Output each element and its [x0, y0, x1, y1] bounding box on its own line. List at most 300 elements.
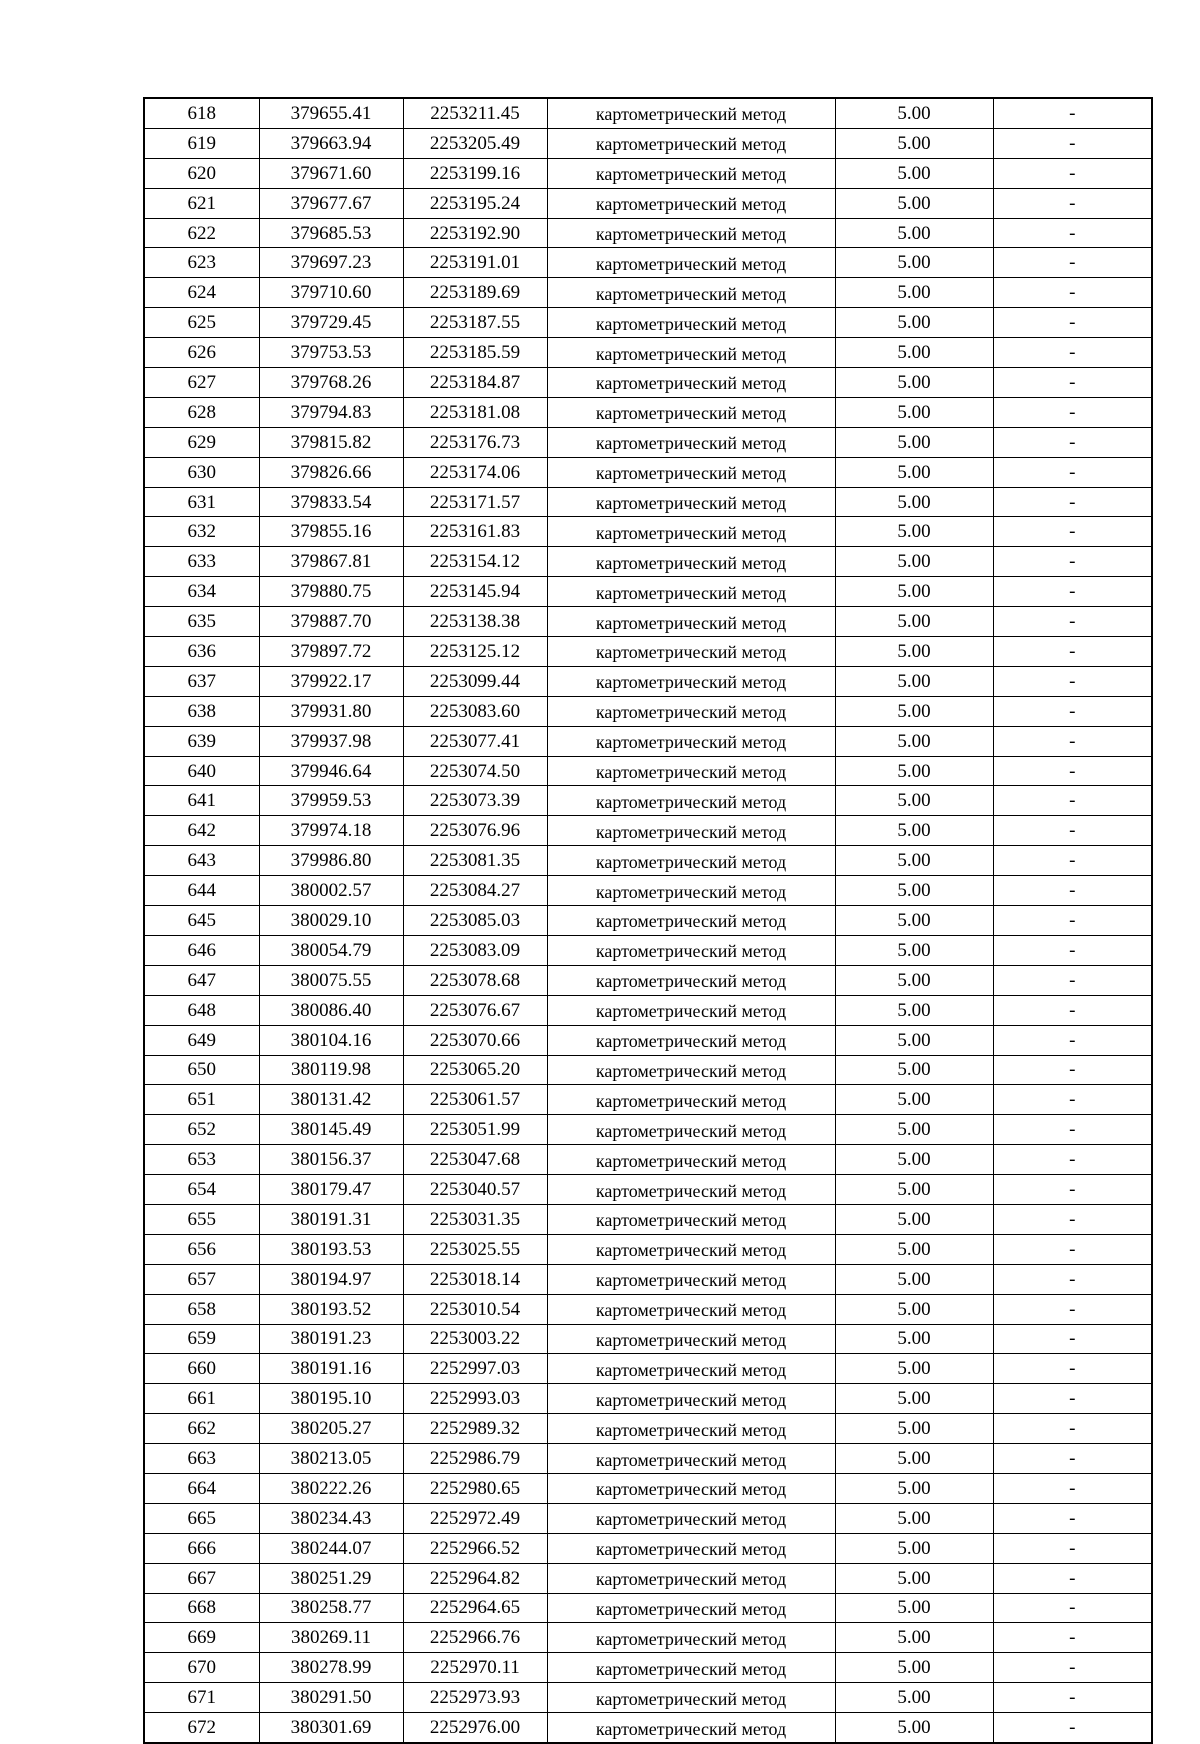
point-number-cell: 654: [144, 1175, 259, 1205]
table-row: [144, 427, 1152, 457]
method-cell: картометрический метод: [547, 487, 835, 517]
point-number-cell: 655: [144, 1204, 259, 1234]
x-coordinate-cell: 380119.98: [259, 1055, 403, 1085]
x-coordinate-cell: 380029.10: [259, 906, 403, 936]
x-coordinate-cell: 379897.72: [259, 637, 403, 667]
x-coordinate-cell: 380191.16: [259, 1354, 403, 1384]
method-cell: картометрический метод: [547, 1444, 835, 1474]
table-row: [144, 1145, 1152, 1175]
description-cell: -: [993, 158, 1152, 188]
point-number-cell: 663: [144, 1444, 259, 1474]
description-cell: -: [993, 278, 1152, 308]
method-cell: картометрический метод: [547, 1175, 835, 1205]
accuracy-cell: 5.00: [835, 1115, 993, 1145]
method-cell: картометрический метод: [547, 427, 835, 457]
y-coordinate-cell: 2253211.45: [403, 98, 547, 128]
table-row: [144, 1055, 1152, 1085]
x-coordinate-cell: 380086.40: [259, 995, 403, 1025]
y-coordinate-cell: 2253205.49: [403, 128, 547, 158]
y-coordinate-cell: 2253192.90: [403, 218, 547, 248]
accuracy-cell: 5.00: [835, 128, 993, 158]
point-number-cell: 622: [144, 218, 259, 248]
y-coordinate-cell: 2253085.03: [403, 906, 547, 936]
y-coordinate-cell: 2253161.83: [403, 517, 547, 547]
method-cell: картометрический метод: [547, 965, 835, 995]
x-coordinate-cell: 379880.75: [259, 577, 403, 607]
x-coordinate-cell: 379833.54: [259, 487, 403, 517]
description-cell: -: [993, 427, 1152, 457]
description-cell: -: [993, 128, 1152, 158]
description-cell: -: [993, 1563, 1152, 1593]
description-cell: -: [993, 457, 1152, 487]
table-row: [144, 1593, 1152, 1623]
point-number-cell: 672: [144, 1713, 259, 1743]
x-coordinate-cell: 380002.57: [259, 876, 403, 906]
point-number-cell: 662: [144, 1414, 259, 1444]
accuracy-cell: 5.00: [835, 1324, 993, 1354]
y-coordinate-cell: 2253047.68: [403, 1145, 547, 1175]
y-coordinate-cell: 2253051.99: [403, 1115, 547, 1145]
description-cell: -: [993, 308, 1152, 338]
point-number-cell: 646: [144, 935, 259, 965]
x-coordinate-cell: 379826.66: [259, 457, 403, 487]
point-number-cell: 667: [144, 1563, 259, 1593]
method-cell: картометрический метод: [547, 218, 835, 248]
point-number-cell: 632: [144, 517, 259, 547]
description-cell: -: [993, 935, 1152, 965]
point-number-cell: 637: [144, 666, 259, 696]
point-number-cell: 631: [144, 487, 259, 517]
description-cell: -: [993, 98, 1152, 128]
y-coordinate-cell: 2252964.65: [403, 1593, 547, 1623]
method-cell: картометрический метод: [547, 577, 835, 607]
x-coordinate-cell: 380213.05: [259, 1444, 403, 1474]
method-cell: картометрический метод: [547, 547, 835, 577]
x-coordinate-cell: 380278.99: [259, 1653, 403, 1683]
x-coordinate-cell: 379729.45: [259, 308, 403, 338]
accuracy-cell: 5.00: [835, 846, 993, 876]
description-cell: -: [993, 1653, 1152, 1683]
table-row: [144, 846, 1152, 876]
method-cell: картометрический метод: [547, 1025, 835, 1055]
method-cell: картометрический метод: [547, 1414, 835, 1444]
description-cell: -: [993, 1384, 1152, 1414]
point-number-cell: 641: [144, 786, 259, 816]
accuracy-cell: 5.00: [835, 1145, 993, 1175]
method-cell: картометрический метод: [547, 1145, 835, 1175]
point-number-cell: 621: [144, 188, 259, 218]
table-row: [144, 1563, 1152, 1593]
table-row: [144, 278, 1152, 308]
method-cell: картометрический метод: [547, 338, 835, 368]
accuracy-cell: 5.00: [835, 278, 993, 308]
description-cell: -: [993, 906, 1152, 936]
description-cell: -: [993, 547, 1152, 577]
description-cell: -: [993, 1294, 1152, 1324]
accuracy-cell: 5.00: [835, 995, 993, 1025]
table-row: [144, 1115, 1152, 1145]
method-cell: картометрический метод: [547, 935, 835, 965]
description-cell: -: [993, 726, 1152, 756]
coordinates-table-body: [144, 98, 1152, 1743]
table-row: [144, 786, 1152, 816]
description-cell: -: [993, 517, 1152, 547]
description-cell: -: [993, 995, 1152, 1025]
x-coordinate-cell: 379794.83: [259, 397, 403, 427]
y-coordinate-cell: 2253070.66: [403, 1025, 547, 1055]
accuracy-cell: 5.00: [835, 1294, 993, 1324]
point-number-cell: 643: [144, 846, 259, 876]
point-number-cell: 628: [144, 397, 259, 427]
table-row: [144, 666, 1152, 696]
x-coordinate-cell: 380131.42: [259, 1085, 403, 1115]
accuracy-cell: 5.00: [835, 188, 993, 218]
method-cell: картометрический метод: [547, 1533, 835, 1563]
method-cell: картометрический метод: [547, 1503, 835, 1533]
table-row: [144, 1444, 1152, 1474]
method-cell: картометрический метод: [547, 1324, 835, 1354]
x-coordinate-cell: 379753.53: [259, 338, 403, 368]
y-coordinate-cell: 2252970.11: [403, 1653, 547, 1683]
y-coordinate-cell: 2253003.22: [403, 1324, 547, 1354]
y-coordinate-cell: 2253081.35: [403, 846, 547, 876]
description-cell: -: [993, 218, 1152, 248]
point-number-cell: 647: [144, 965, 259, 995]
x-coordinate-cell: 380251.29: [259, 1563, 403, 1593]
table-row: [144, 128, 1152, 158]
point-number-cell: 638: [144, 696, 259, 726]
point-number-cell: 620: [144, 158, 259, 188]
description-cell: -: [993, 637, 1152, 667]
point-number-cell: 652: [144, 1115, 259, 1145]
table-row: [144, 816, 1152, 846]
x-coordinate-cell: 380145.49: [259, 1115, 403, 1145]
x-coordinate-cell: 380222.26: [259, 1473, 403, 1503]
y-coordinate-cell: 2253078.68: [403, 965, 547, 995]
accuracy-cell: 5.00: [835, 696, 993, 726]
x-coordinate-cell: 380291.50: [259, 1683, 403, 1713]
x-coordinate-cell: 379815.82: [259, 427, 403, 457]
table-row: [144, 1503, 1152, 1533]
table-row: [144, 218, 1152, 248]
y-coordinate-cell: 2253077.41: [403, 726, 547, 756]
method-cell: картометрический метод: [547, 517, 835, 547]
description-cell: -: [993, 756, 1152, 786]
description-cell: -: [993, 1623, 1152, 1653]
x-coordinate-cell: 380054.79: [259, 935, 403, 965]
method-cell: картометрический метод: [547, 1264, 835, 1294]
y-coordinate-cell: 2253184.87: [403, 368, 547, 398]
table-row: [144, 1354, 1152, 1384]
accuracy-cell: 5.00: [835, 935, 993, 965]
method-cell: картометрический метод: [547, 188, 835, 218]
description-cell: -: [993, 666, 1152, 696]
x-coordinate-cell: 379974.18: [259, 816, 403, 846]
y-coordinate-cell: 2253138.38: [403, 607, 547, 637]
point-number-cell: 670: [144, 1653, 259, 1683]
accuracy-cell: 5.00: [835, 368, 993, 398]
point-number-cell: 627: [144, 368, 259, 398]
description-cell: -: [993, 965, 1152, 995]
table-row: [144, 1384, 1152, 1414]
method-cell: картометрический метод: [547, 1354, 835, 1384]
table-row: [144, 338, 1152, 368]
y-coordinate-cell: 2252966.76: [403, 1623, 547, 1653]
table-row: [144, 397, 1152, 427]
table-row: [144, 1175, 1152, 1205]
method-cell: картометрический метод: [547, 786, 835, 816]
accuracy-cell: 5.00: [835, 487, 993, 517]
description-cell: -: [993, 1473, 1152, 1503]
accuracy-cell: 5.00: [835, 248, 993, 278]
method-cell: картометрический метод: [547, 1204, 835, 1234]
method-cell: картометрический метод: [547, 876, 835, 906]
accuracy-cell: 5.00: [835, 517, 993, 547]
description-cell: -: [993, 397, 1152, 427]
point-number-cell: 642: [144, 816, 259, 846]
accuracy-cell: 5.00: [835, 965, 993, 995]
method-cell: картометрический метод: [547, 906, 835, 936]
point-number-cell: 649: [144, 1025, 259, 1055]
point-number-cell: 619: [144, 128, 259, 158]
y-coordinate-cell: 2253189.69: [403, 278, 547, 308]
description-cell: -: [993, 696, 1152, 726]
method-cell: картометрический метод: [547, 1085, 835, 1115]
description-cell: -: [993, 577, 1152, 607]
y-coordinate-cell: 2253191.01: [403, 248, 547, 278]
point-number-cell: 633: [144, 547, 259, 577]
description-cell: -: [993, 1204, 1152, 1234]
accuracy-cell: 5.00: [835, 1414, 993, 1444]
x-coordinate-cell: 380179.47: [259, 1175, 403, 1205]
table-row: [144, 637, 1152, 667]
point-number-cell: 634: [144, 577, 259, 607]
x-coordinate-cell: 379855.16: [259, 517, 403, 547]
point-number-cell: 648: [144, 995, 259, 1025]
table-row: [144, 248, 1152, 278]
accuracy-cell: 5.00: [835, 1204, 993, 1234]
accuracy-cell: 5.00: [835, 1025, 993, 1055]
y-coordinate-cell: 2253031.35: [403, 1204, 547, 1234]
point-number-cell: 658: [144, 1294, 259, 1324]
point-number-cell: 666: [144, 1533, 259, 1563]
accuracy-cell: 5.00: [835, 547, 993, 577]
description-cell: -: [993, 876, 1152, 906]
accuracy-cell: 5.00: [835, 726, 993, 756]
description-cell: -: [993, 1533, 1152, 1563]
y-coordinate-cell: 2252976.00: [403, 1713, 547, 1743]
description-cell: -: [993, 1593, 1152, 1623]
description-cell: -: [993, 1713, 1152, 1743]
accuracy-cell: 5.00: [835, 218, 993, 248]
accuracy-cell: 5.00: [835, 1533, 993, 1563]
accuracy-cell: 5.00: [835, 427, 993, 457]
y-coordinate-cell: 2253199.16: [403, 158, 547, 188]
y-coordinate-cell: 2253185.59: [403, 338, 547, 368]
point-number-cell: 656: [144, 1234, 259, 1264]
description-cell: -: [993, 1414, 1152, 1444]
table-row: [144, 935, 1152, 965]
point-number-cell: 635: [144, 607, 259, 637]
accuracy-cell: 5.00: [835, 1055, 993, 1085]
x-coordinate-cell: 380191.23: [259, 1324, 403, 1354]
table-row: [144, 1414, 1152, 1444]
x-coordinate-cell: 379986.80: [259, 846, 403, 876]
x-coordinate-cell: 380194.97: [259, 1264, 403, 1294]
y-coordinate-cell: 2253076.96: [403, 816, 547, 846]
y-coordinate-cell: 2253074.50: [403, 756, 547, 786]
method-cell: картометрический метод: [547, 607, 835, 637]
method-cell: картометрический метод: [547, 1623, 835, 1653]
y-coordinate-cell: 2252980.65: [403, 1473, 547, 1503]
y-coordinate-cell: 2252972.49: [403, 1503, 547, 1533]
point-number-cell: 640: [144, 756, 259, 786]
x-coordinate-cell: 379959.53: [259, 786, 403, 816]
method-cell: картометрический метод: [547, 1563, 835, 1593]
coordinates-table: [143, 97, 1153, 1744]
x-coordinate-cell: 379697.23: [259, 248, 403, 278]
accuracy-cell: 5.00: [835, 98, 993, 128]
x-coordinate-cell: 380258.77: [259, 1593, 403, 1623]
y-coordinate-cell: 2253145.94: [403, 577, 547, 607]
method-cell: картометрический метод: [547, 368, 835, 398]
method-cell: картометрический метод: [547, 816, 835, 846]
accuracy-cell: 5.00: [835, 786, 993, 816]
accuracy-cell: 5.00: [835, 1683, 993, 1713]
table-row: [144, 1294, 1152, 1324]
y-coordinate-cell: 2253187.55: [403, 308, 547, 338]
y-coordinate-cell: 2253083.09: [403, 935, 547, 965]
x-coordinate-cell: 379887.70: [259, 607, 403, 637]
table-row: [144, 1473, 1152, 1503]
description-cell: -: [993, 248, 1152, 278]
point-number-cell: 657: [144, 1264, 259, 1294]
accuracy-cell: 5.00: [835, 816, 993, 846]
accuracy-cell: 5.00: [835, 158, 993, 188]
table-row: [144, 1025, 1152, 1055]
y-coordinate-cell: 2253018.14: [403, 1264, 547, 1294]
description-cell: -: [993, 368, 1152, 398]
table-row: [144, 1713, 1152, 1743]
accuracy-cell: 5.00: [835, 397, 993, 427]
x-coordinate-cell: 380244.07: [259, 1533, 403, 1563]
table-row: [144, 876, 1152, 906]
y-coordinate-cell: 2252966.52: [403, 1533, 547, 1563]
x-coordinate-cell: 380269.11: [259, 1623, 403, 1653]
x-coordinate-cell: 379663.94: [259, 128, 403, 158]
description-cell: -: [993, 786, 1152, 816]
method-cell: картометрический метод: [547, 666, 835, 696]
y-coordinate-cell: 2252973.93: [403, 1683, 547, 1713]
point-number-cell: 651: [144, 1085, 259, 1115]
description-cell: -: [993, 1264, 1152, 1294]
point-number-cell: 644: [144, 876, 259, 906]
point-number-cell: 659: [144, 1324, 259, 1354]
y-coordinate-cell: 2253073.39: [403, 786, 547, 816]
description-cell: -: [993, 188, 1152, 218]
y-coordinate-cell: 2253025.55: [403, 1234, 547, 1264]
x-coordinate-cell: 379937.98: [259, 726, 403, 756]
table-row: [144, 965, 1152, 995]
y-coordinate-cell: 2252993.03: [403, 1384, 547, 1414]
accuracy-cell: 5.00: [835, 1175, 993, 1205]
table-row: [144, 517, 1152, 547]
method-cell: картометрический метод: [547, 1294, 835, 1324]
description-cell: -: [993, 607, 1152, 637]
y-coordinate-cell: 2252964.82: [403, 1563, 547, 1593]
y-coordinate-cell: 2253010.54: [403, 1294, 547, 1324]
x-coordinate-cell: 380193.52: [259, 1294, 403, 1324]
point-number-cell: 626: [144, 338, 259, 368]
x-coordinate-cell: 380075.55: [259, 965, 403, 995]
description-cell: -: [993, 1503, 1152, 1533]
accuracy-cell: 5.00: [835, 338, 993, 368]
description-cell: -: [993, 1115, 1152, 1145]
accuracy-cell: 5.00: [835, 1623, 993, 1653]
accuracy-cell: 5.00: [835, 1503, 993, 1533]
method-cell: картометрический метод: [547, 1384, 835, 1414]
y-coordinate-cell: 2253181.08: [403, 397, 547, 427]
method-cell: картометрический метод: [547, 637, 835, 667]
table-row: [144, 726, 1152, 756]
method-cell: картометрический метод: [547, 1055, 835, 1085]
description-cell: -: [993, 846, 1152, 876]
description-cell: -: [993, 1354, 1152, 1384]
method-cell: картометрический метод: [547, 726, 835, 756]
table-row: [144, 906, 1152, 936]
accuracy-cell: 5.00: [835, 1234, 993, 1264]
method-cell: картометрический метод: [547, 1683, 835, 1713]
description-cell: -: [993, 1234, 1152, 1264]
accuracy-cell: 5.00: [835, 637, 993, 667]
table-row: [144, 607, 1152, 637]
method-cell: картометрический метод: [547, 1653, 835, 1683]
description-cell: -: [993, 1145, 1152, 1175]
y-coordinate-cell: 2253125.12: [403, 637, 547, 667]
point-number-cell: 671: [144, 1683, 259, 1713]
table-row: [144, 1234, 1152, 1264]
description-cell: -: [993, 1444, 1152, 1474]
x-coordinate-cell: 380193.53: [259, 1234, 403, 1264]
accuracy-cell: 5.00: [835, 577, 993, 607]
table-row: [144, 1085, 1152, 1115]
x-coordinate-cell: 379946.64: [259, 756, 403, 786]
x-coordinate-cell: 380104.16: [259, 1025, 403, 1055]
accuracy-cell: 5.00: [835, 1444, 993, 1474]
method-cell: картометрический метод: [547, 248, 835, 278]
description-cell: -: [993, 1085, 1152, 1115]
method-cell: картометрический метод: [547, 128, 835, 158]
description-cell: -: [993, 1055, 1152, 1085]
y-coordinate-cell: 2253083.60: [403, 696, 547, 726]
table-row: [144, 1204, 1152, 1234]
method-cell: картометрический метод: [547, 457, 835, 487]
description-cell: -: [993, 1324, 1152, 1354]
point-number-cell: 668: [144, 1593, 259, 1623]
description-cell: -: [993, 487, 1152, 517]
method-cell: картометрический метод: [547, 397, 835, 427]
point-number-cell: 645: [144, 906, 259, 936]
point-number-cell: 653: [144, 1145, 259, 1175]
method-cell: картометрический метод: [547, 158, 835, 188]
table-row: [144, 1264, 1152, 1294]
description-cell: -: [993, 1683, 1152, 1713]
x-coordinate-cell: 380191.31: [259, 1204, 403, 1234]
accuracy-cell: 5.00: [835, 1264, 993, 1294]
table-row: [144, 696, 1152, 726]
description-cell: -: [993, 1025, 1152, 1055]
point-number-cell: 623: [144, 248, 259, 278]
